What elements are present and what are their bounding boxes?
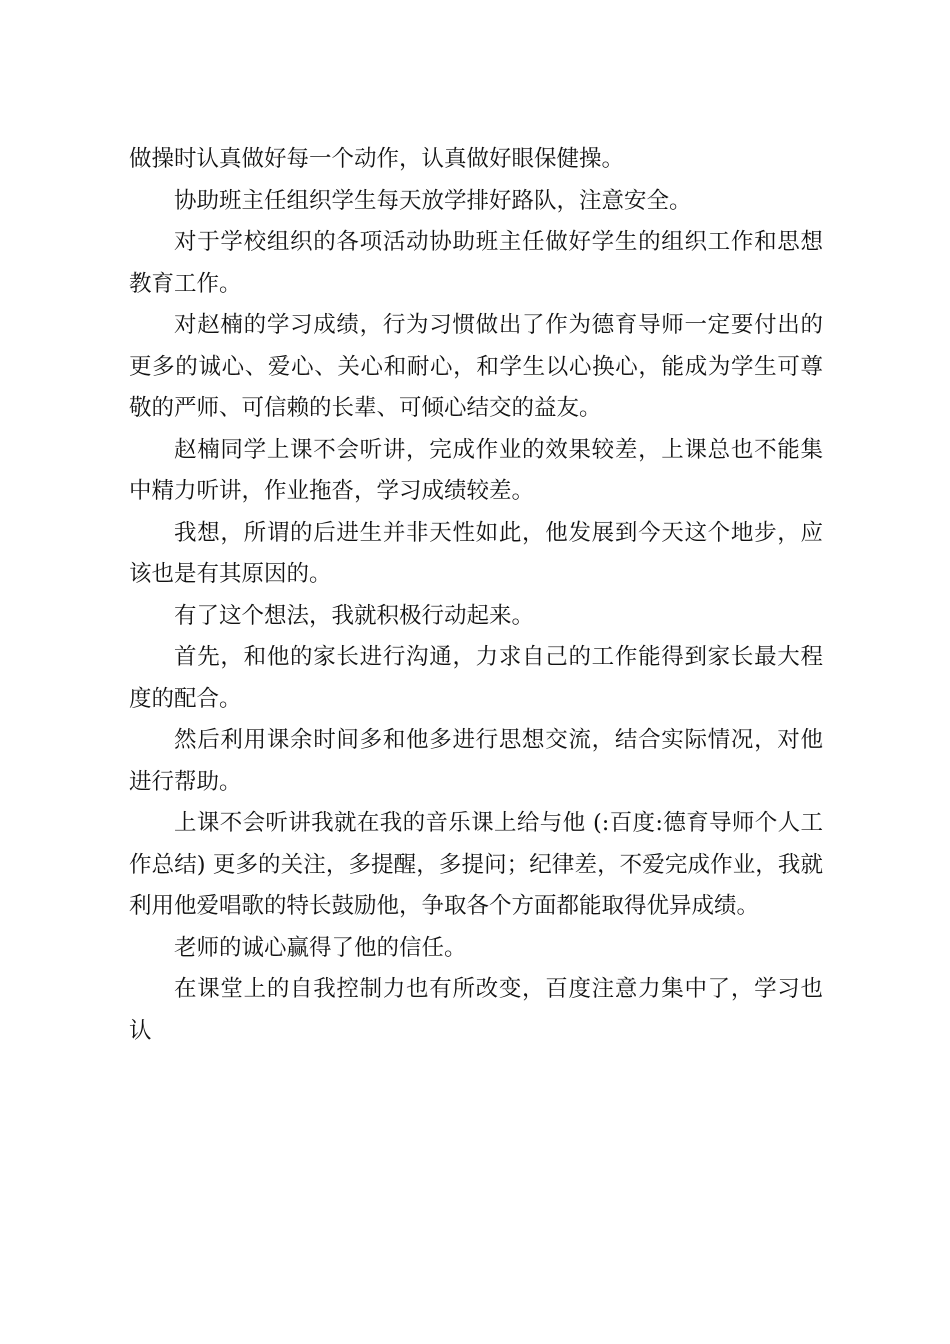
- paragraph: 上课不会听讲我就在我的音乐课上给与他 (:百度:德育导师个人工作总结) 更多的关注，多提醒，多提问；纪律差，不爱完成作业，我就利用他爱唱歌的特长鼓励他，争取各个方面都能取得优异成绩。: [129, 810, 823, 919]
- paragraph: 赵楠同学上课不会听讲，完成作业的效果较差，上课总也不能集中精力听讲，作业拖沓，学习成绩较差。: [129, 436, 823, 504]
- paragraph: 协助班主任组织学生每天放学排好路队，注意安全。: [174, 187, 692, 214]
- paragraph: 有了这个想法，我就积极行动起来。: [174, 602, 535, 629]
- paragraph: 做操时认真做好每一个动作，认真做好眼保健操。: [129, 146, 625, 172]
- paragraph: 然后利用课余时间多和他多进行思想交流，结合实际情况，对他进行帮助。: [129, 727, 823, 795]
- paragraph: 对赵楠的学习成绩，行为习惯做出了作为德育导师一定要付出的更多的诚心、爱心、关心和耐心，和学生以心换心，能成为学生可尊敬的严师、可信赖的长辈、可倾心结交的益友。: [129, 312, 823, 421]
- paragraph: 老师的诚心赢得了他的信任。: [174, 934, 467, 961]
- paragraph: 我想，所谓的后进生并非天性如此，他发展到今天这个地步，应该也是有其原因的。: [129, 519, 823, 587]
- paragraph: 首先，和他的家长进行沟通，力求自己的工作能得到家长最大程度的配合。: [129, 644, 823, 712]
- paragraph: 对于学校组织的各项活动协助班主任做好学生的组织工作和思想教育工作。: [129, 229, 823, 297]
- document-body: [129, 139, 823, 1052]
- paragraph: 在课堂上的自我控制力也有所改变，百度注意力集中了，学习也认: [129, 976, 823, 1044]
